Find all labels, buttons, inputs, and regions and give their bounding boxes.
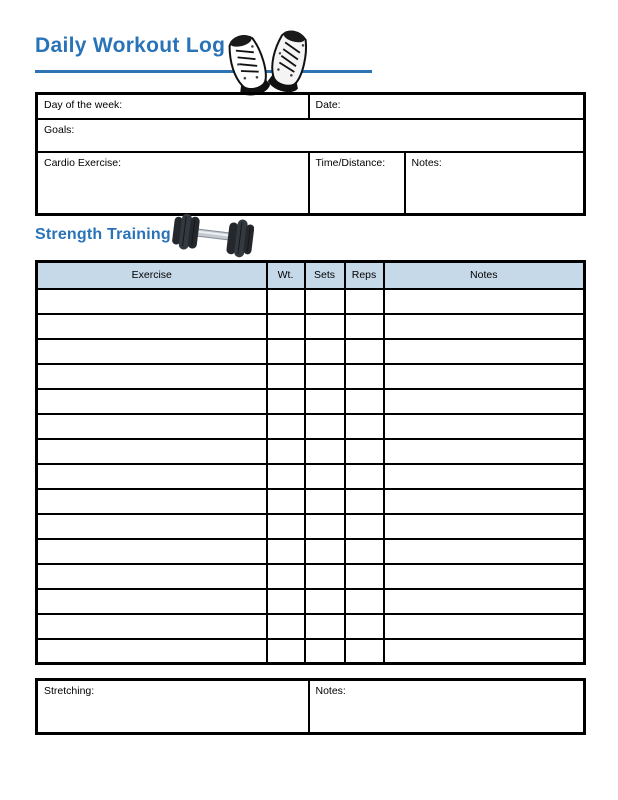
- strength-row: [37, 564, 585, 589]
- strength-wt-cell[interactable]: [267, 514, 305, 539]
- strength-reps-cell[interactable]: [345, 614, 384, 639]
- stretching-notes-field[interactable]: [309, 680, 585, 734]
- strength-sets-cell[interactable]: [305, 389, 345, 414]
- strength-row: [37, 289, 585, 314]
- title-underline: [35, 70, 372, 73]
- strength-notes-cell[interactable]: [384, 514, 585, 539]
- strength-wt-cell[interactable]: [267, 339, 305, 364]
- strength-wt-cell[interactable]: [267, 639, 305, 664]
- stretching-label: Stretching:: [44, 685, 95, 697]
- day-of-week-field[interactable]: [37, 94, 309, 119]
- strength-exercise-cell[interactable]: [37, 414, 267, 439]
- strength-reps-cell[interactable]: [345, 389, 384, 414]
- strength-wt-cell[interactable]: [267, 539, 305, 564]
- strength-wt-cell[interactable]: [267, 289, 305, 314]
- strength-notes-cell[interactable]: [384, 289, 585, 314]
- strength-row: [37, 439, 585, 464]
- cardio-exercise-field[interactable]: [37, 152, 309, 215]
- strength-sets-cell[interactable]: [305, 639, 345, 664]
- strength-reps-cell[interactable]: [345, 539, 384, 564]
- cardio-notes-field[interactable]: [405, 152, 585, 215]
- strength-sets-cell[interactable]: [305, 339, 345, 364]
- strength-reps-cell[interactable]: [345, 639, 384, 664]
- column-header-sets: Sets: [305, 262, 345, 289]
- strength-wt-cell[interactable]: [267, 314, 305, 339]
- strength-reps-cell[interactable]: [345, 564, 384, 589]
- strength-exercise-cell[interactable]: [37, 589, 267, 614]
- strength-sets-cell[interactable]: [305, 364, 345, 389]
- strength-notes-cell[interactable]: [384, 564, 585, 589]
- strength-row: [37, 639, 585, 664]
- strength-row: [37, 339, 585, 364]
- strength-wt-cell[interactable]: [267, 464, 305, 489]
- strength-sets-cell[interactable]: [305, 414, 345, 439]
- strength-sets-cell[interactable]: [305, 314, 345, 339]
- strength-sets-cell[interactable]: [305, 564, 345, 589]
- column-header-reps: Reps: [345, 262, 384, 289]
- strength-exercise-cell[interactable]: [37, 339, 267, 364]
- strength-notes-cell[interactable]: [384, 389, 585, 414]
- goals-field[interactable]: [37, 119, 585, 152]
- strength-exercise-cell[interactable]: [37, 539, 267, 564]
- strength-wt-cell[interactable]: [267, 564, 305, 589]
- strength-reps-cell[interactable]: [345, 414, 384, 439]
- strength-notes-cell[interactable]: [384, 339, 585, 364]
- strength-row: [37, 489, 585, 514]
- strength-wt-cell[interactable]: [267, 414, 305, 439]
- strength-notes-cell[interactable]: [384, 589, 585, 614]
- strength-reps-cell[interactable]: [345, 289, 384, 314]
- strength-reps-cell[interactable]: [345, 364, 384, 389]
- strength-sets-cell[interactable]: [305, 439, 345, 464]
- strength-wt-cell[interactable]: [267, 389, 305, 414]
- strength-exercise-cell[interactable]: [37, 464, 267, 489]
- strength-wt-cell[interactable]: [267, 614, 305, 639]
- strength-notes-cell[interactable]: [384, 489, 585, 514]
- strength-row: [37, 614, 585, 639]
- stretching-field[interactable]: [37, 680, 309, 734]
- strength-notes-cell[interactable]: [384, 539, 585, 564]
- strength-exercise-cell[interactable]: [37, 439, 267, 464]
- strength-notes-cell[interactable]: [384, 414, 585, 439]
- column-header-exercise: Exercise: [37, 262, 267, 289]
- strength-exercise-cell[interactable]: [37, 389, 267, 414]
- strength-sets-cell[interactable]: [305, 289, 345, 314]
- strength-row: [37, 389, 585, 414]
- day-of-week-label: Day of the week:: [44, 99, 123, 111]
- strength-row: [37, 364, 585, 389]
- cardio-row: [37, 152, 585, 215]
- strength-row: [37, 589, 585, 614]
- strength-reps-cell[interactable]: [345, 589, 384, 614]
- strength-exercise-cell[interactable]: [37, 514, 267, 539]
- page-title: Daily Workout Log: [35, 34, 226, 57]
- strength-sets-cell[interactable]: [305, 539, 345, 564]
- strength-sets-cell[interactable]: [305, 614, 345, 639]
- strength-reps-cell[interactable]: [345, 489, 384, 514]
- strength-exercise-cell[interactable]: [37, 564, 267, 589]
- strength-training-title: Strength Training: [35, 226, 171, 243]
- strength-header-row: [37, 262, 585, 289]
- strength-notes-cell[interactable]: [384, 639, 585, 664]
- strength-wt-cell[interactable]: [267, 439, 305, 464]
- time-distance-field[interactable]: [309, 152, 405, 215]
- cardio-exercise-label: Cardio Exercise:: [44, 156, 122, 169]
- strength-row: [37, 539, 585, 564]
- strength-notes-cell[interactable]: [384, 314, 585, 339]
- strength-reps-cell[interactable]: [345, 339, 384, 364]
- strength-training-table: [35, 260, 586, 665]
- strength-reps-cell[interactable]: [345, 514, 384, 539]
- strength-exercise-cell[interactable]: [37, 489, 267, 514]
- strength-table-body: [37, 289, 585, 664]
- session-info-table: [35, 92, 586, 216]
- strength-notes-cell[interactable]: [384, 464, 585, 489]
- strength-sets-cell[interactable]: [305, 514, 345, 539]
- strength-exercise-cell[interactable]: [37, 314, 267, 339]
- dumbbell-icon: [172, 212, 254, 260]
- strength-sets-cell[interactable]: [305, 589, 345, 614]
- strength-wt-cell[interactable]: [267, 364, 305, 389]
- date-label: Date:: [315, 99, 341, 111]
- column-header-notes: Notes: [384, 262, 585, 289]
- strength-reps-cell[interactable]: [345, 439, 384, 464]
- strength-sets-cell[interactable]: [305, 489, 345, 514]
- day-date-row: [37, 94, 585, 119]
- cardio-notes-label: Notes:: [411, 156, 442, 169]
- strength-wt-cell[interactable]: [267, 589, 305, 614]
- strength-notes-cell[interactable]: [384, 364, 585, 389]
- strength-exercise-cell[interactable]: [37, 289, 267, 314]
- date-field[interactable]: [309, 94, 585, 119]
- stretching-row: [37, 680, 585, 734]
- strength-row: [37, 514, 585, 539]
- strength-wt-cell[interactable]: [267, 489, 305, 514]
- strength-reps-cell[interactable]: [345, 464, 384, 489]
- running-shoes-icon: [222, 24, 318, 96]
- stretching-table: [35, 678, 586, 735]
- strength-exercise-cell[interactable]: [37, 614, 267, 639]
- goals-row: [37, 119, 585, 152]
- column-header-wt: Wt.: [267, 262, 305, 289]
- strength-sets-cell[interactable]: [305, 464, 345, 489]
- goals-label: Goals:: [44, 123, 75, 136]
- time-distance-label: Time/Distance:: [315, 156, 386, 169]
- strength-row: [37, 464, 585, 489]
- strength-reps-cell[interactable]: [345, 314, 384, 339]
- strength-row: [37, 314, 585, 339]
- strength-exercise-cell[interactable]: [37, 639, 267, 664]
- strength-row: [37, 414, 585, 439]
- strength-exercise-cell[interactable]: [37, 364, 267, 389]
- stretching-notes-label: Notes:: [315, 685, 346, 697]
- strength-notes-cell[interactable]: [384, 614, 585, 639]
- strength-notes-cell[interactable]: [384, 439, 585, 464]
